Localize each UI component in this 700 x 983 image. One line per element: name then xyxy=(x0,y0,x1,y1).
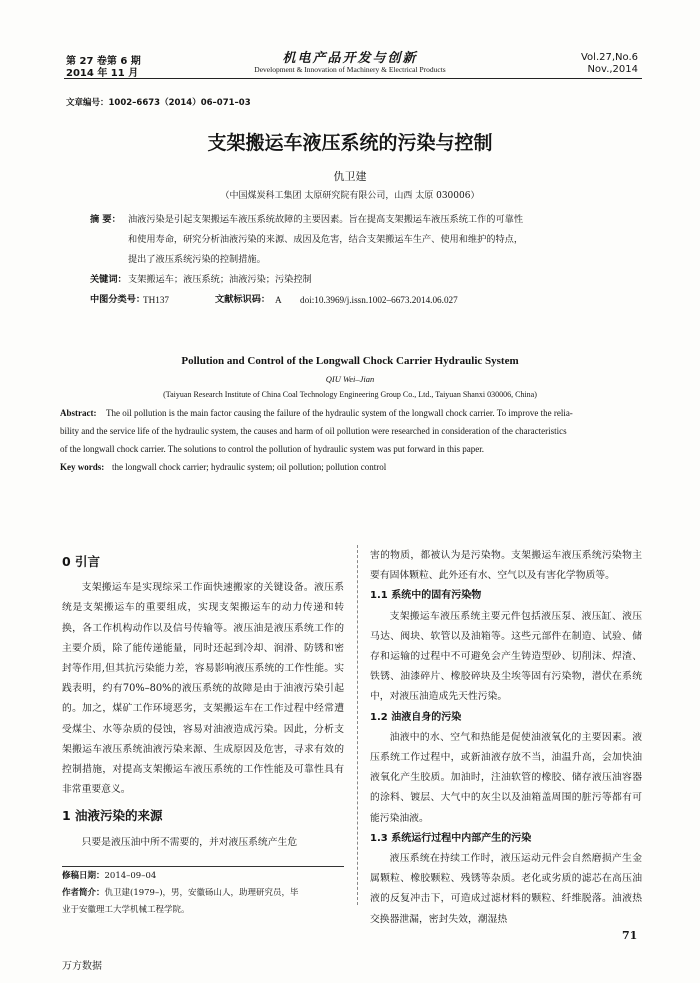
header-rule xyxy=(64,78,642,79)
paragraph: 只要是液压油中所不需要的，并对液压系统产生危 xyxy=(81,836,298,848)
page-title: 支架搬运车液压系统的污染与控制 xyxy=(207,132,493,154)
issue-date: 2014 年 11 月 xyxy=(66,68,139,79)
received-label: 修稿日期： xyxy=(62,871,105,881)
right-column xyxy=(370,546,642,930)
journal-title-en: Development & Innovation of Machinery & Electrical Products xyxy=(254,65,446,74)
footnote-author xyxy=(62,885,299,902)
section-heading: 1.2 油液自身的污染 xyxy=(370,711,462,723)
author-bio-label: 作者简介： xyxy=(62,888,105,898)
watermark: 万方数据 xyxy=(62,961,102,972)
column-divider xyxy=(357,545,358,905)
article-number: 文章编号：1002–6673（2014）06–071–03 xyxy=(66,98,251,108)
abstract-zh-line: 提出了液压系统污染的控制措施。 xyxy=(128,254,266,265)
section-heading: 1.1 系统中的固有污染物 xyxy=(370,590,482,602)
section-heading: 1.3 系统运行过程中内部产生的污染 xyxy=(370,832,532,844)
abstract-zh-line: 油液污染是引起支架搬运车液压系统故障的主要因素。旨在提高支架搬运车液压系统工作的可靠性 xyxy=(128,214,524,225)
author-en: QIU Wei–Jian xyxy=(325,374,375,384)
date-en: Nov.,2014 xyxy=(587,64,638,75)
abstract-en-line: of the longwall chock carrier. The solutions to control the pollution of hydraulic system was put forward in this paper. xyxy=(60,444,484,454)
abstract-en-line: The oil pollution is the main factor causing the failure of the hydraulic system of the longwall chock carrier. To improve the relia- xyxy=(106,408,573,418)
author-zh: 仇卫建 xyxy=(333,170,367,183)
abstract-zh-line: 和使用寿命，研究分析油液污染的来源、成因及危害，结合支架搬运车生产、使用和维护的特点， xyxy=(128,234,524,245)
paragraph: 支架搬运车液压系统主要元件包括液压泵、液压缸、液压马达、阀块、软管以及油箱等。这些元部件在制造、试验、储存和运输的过程中不可避免会产生铸造型砂、切削沫、焊渣、铁锈、油漆碎片、橡胶碎块及尘埃等固有污染物，潜伏在系统中，对液压油造成先天性污染。 xyxy=(370,610,642,703)
affiliation-zh: （中国煤炭科工集团 太原研究院有限公司，山西 太原 030006） xyxy=(220,191,480,201)
section-heading: 1 油液污染的来源 xyxy=(62,808,163,824)
paragraph: 油液中的水、空气和热能是促使油液氧化的主要因素。液压系统工作过程中，或新油液存放不当，油温升高，会加快油液氧化产生胶质。加油时，注油软管的橡胶、储存液压油容器的涂料、镀层、大气中的灰尘以及油箱盖周围的脏污等都有可能污染油液。 xyxy=(370,731,642,824)
keywords-en-label: Key words: xyxy=(60,462,105,472)
footnote-received xyxy=(62,868,156,885)
section-heading: 0 引言 xyxy=(62,554,101,569)
clc-number: TH137 xyxy=(143,295,170,305)
affiliation-en: (Taiyuan Research Institute of China Coal Technology Engineering Group Co., Ltd., Taiyuan Shanxi 030006, China) xyxy=(163,390,537,399)
author-bio: 仇卫建(1979–)，男，安徽砀山人，助理研究员，毕 xyxy=(104,888,299,898)
issue-number: 第 27 卷第 6 期 xyxy=(66,56,141,67)
abstract-en-line: bility and the service life of the hydraulic system, the causes and harm of oil pollution were researched in consideration of the characteristics xyxy=(60,426,567,436)
doc-code-label: 文献标识码： xyxy=(215,294,271,305)
page-number: 71 xyxy=(622,929,638,942)
abstract-en-label: Abstract: xyxy=(60,408,97,418)
keywords-en: the longwall chock carrier; hydraulic system; oil pollution; pollution control xyxy=(112,462,387,472)
paragraph: 液压系统在持续工作时，液压运动元件会自然磨损产生金属颗粒、橡胶颗粒、残锈等杂质。老化或劣质的滤芯在高压油液的反复冲击下，可造成过滤材料的颗粒、纤维脱落。油液热交换器泄漏，密封失效，潮湿热 xyxy=(370,853,642,925)
author-bio-cont: 业于安徽理工大学机械工程学院。 xyxy=(62,905,190,915)
left-column xyxy=(62,548,344,853)
doc-code: A xyxy=(275,295,282,305)
volume-en: Vol.27,No.6 xyxy=(580,52,638,63)
clc-label: 中图分类号： xyxy=(90,294,146,305)
journal-title-zh: 机电产品开发与创新 xyxy=(282,51,418,66)
abstract-zh-label: 摘 要： xyxy=(90,214,121,225)
footnote-rule xyxy=(62,866,344,867)
paragraph: 支架搬运车是实现综采工作面快速搬家的关键设备。液压系统是支架搬运车的重要组成，实现支架搬运车的动力传递和转换，各工作机构动作以及信号传输等。液压油是液压系统工作的主要介质，除了能传递能量，同时还起到冷却、润滑、防锈和密封等作用,但其抗污染能力差，容易影响液压系统的工作性能。实践表明，约有70%–80%的液压系统的故障是由于油液污染引起的。加之，煤矿工作环境恶劣，支架搬运车在工作过程中经常遭受煤尘、水等杂质的侵蚀，容易对油液造成污染。因此，分析支架搬运车液压系统油液污染来源、生成原因及危害，寻求有效的控制措施，对提高支架搬运车液压系统的工作性能及可靠性具有非常重要意义。 xyxy=(62,582,344,796)
doi[interactable]: doi:10.3969/j.issn.1002–6673.2014.06.027 xyxy=(300,295,458,305)
keywords-zh-label: 关键词： xyxy=(90,274,127,285)
paragraph: 害的物质，都被认为是污染物。支架搬运车液压系统污染物主要有固体颗粒、此外还有水、空气以及有害化学物质等。 xyxy=(370,550,642,582)
keywords-zh: 支架搬运车；液压系统；油液污染；污染控制 xyxy=(128,274,312,285)
received-date: 2014–09–04 xyxy=(104,871,157,881)
title-en: Pollution and Control of the Longwall Chock Carrier Hydraulic System xyxy=(181,355,519,367)
